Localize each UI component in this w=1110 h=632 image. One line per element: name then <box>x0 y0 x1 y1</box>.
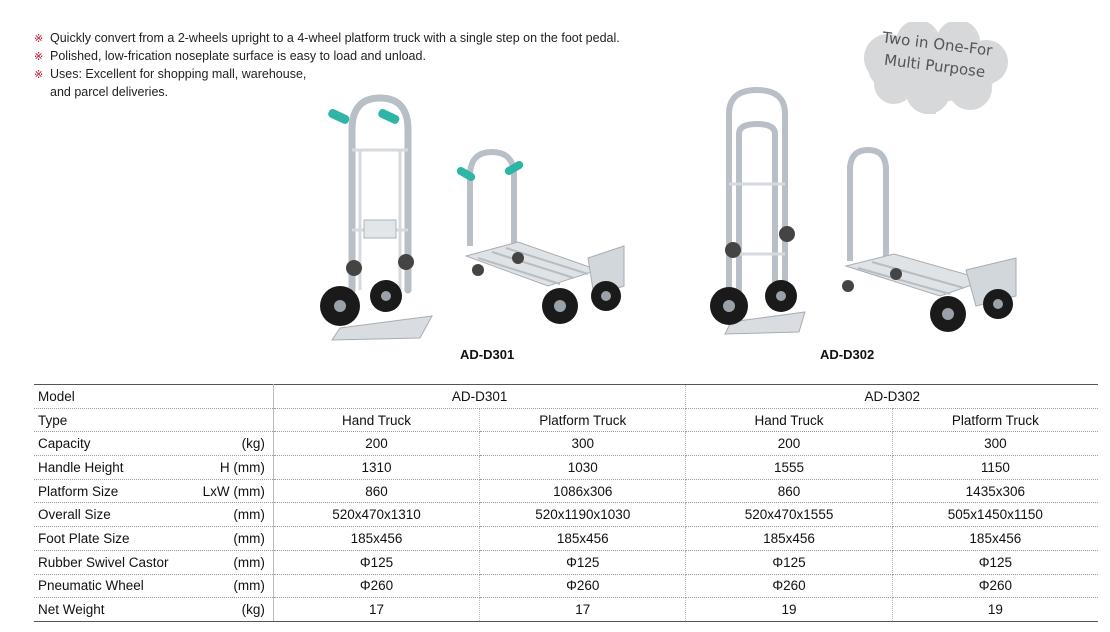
row-label: Platform Size LxW (mm) <box>34 479 273 503</box>
table-cell: Φ260 <box>273 574 479 598</box>
table-cell: 860 <box>686 479 892 503</box>
table-cell: 520x1190x1030 <box>480 503 686 527</box>
row-label: Foot Plate Size (mm) <box>34 527 273 551</box>
model-group-cell: AD-D302 <box>686 385 1098 409</box>
table-cell: 19 <box>686 598 892 622</box>
table-cell: Φ125 <box>480 550 686 574</box>
product-model-label: AD-D302 <box>820 347 875 362</box>
feature-text: Polished, low-frication noseplate surface is easy to load and unload. <box>50 49 426 63</box>
table-cell: 1555 <box>686 456 892 480</box>
table-cell: 300 <box>892 432 1098 456</box>
table-cell: 300 <box>480 432 686 456</box>
table-cell: 17 <box>273 598 479 622</box>
bullet-mark: ※ <box>34 69 44 81</box>
table-row <box>34 456 1098 480</box>
cloud-line-1: Two in One-For <box>881 28 994 60</box>
table-cell: Φ260 <box>480 574 686 598</box>
product-model-label: AD-D301 <box>460 347 515 362</box>
ad-d302-hand-truck-image <box>705 84 815 339</box>
table-cell: Φ125 <box>273 550 479 574</box>
table-cell: 1435x306 <box>892 479 1098 503</box>
table-cell: Platform Truck <box>892 408 1098 432</box>
table-row <box>34 503 1098 527</box>
ad-d301-hand-truck-image <box>310 90 440 345</box>
row-label: Rubber Swivel Castor (mm) <box>34 550 273 574</box>
table-cell: 1086x306 <box>480 479 686 503</box>
table-cell: 1150 <box>892 456 1098 480</box>
table-cell: 505x1450x1150 <box>892 503 1098 527</box>
table-cell: 1030 <box>480 456 686 480</box>
row-label: Pneumatic Wheel (mm) <box>34 574 273 598</box>
table-cell: Hand Truck <box>686 408 892 432</box>
table-cell: 200 <box>686 432 892 456</box>
row-label: Handle Height H (mm) <box>34 456 273 480</box>
bullet-mark: ※ <box>34 51 44 63</box>
table-row <box>34 598 1098 622</box>
table-cell: 520x470x1310 <box>273 503 479 527</box>
table-cell: 860 <box>273 479 479 503</box>
table-cell: Φ125 <box>892 550 1098 574</box>
model-header-cell: Model <box>34 385 273 409</box>
table-cell: 17 <box>480 598 686 622</box>
table-cell: 200 <box>273 432 479 456</box>
table-cell: 1310 <box>273 456 479 480</box>
table-cell: 520x470x1555 <box>686 503 892 527</box>
table-cell: 185x456 <box>480 527 686 551</box>
row-label: Net Weight (kg) <box>34 598 273 622</box>
row-label: Overall Size (mm) <box>34 503 273 527</box>
table-row <box>34 550 1098 574</box>
table-cell: 185x456 <box>892 527 1098 551</box>
table-row <box>34 527 1098 551</box>
table-cell: Hand Truck <box>273 408 479 432</box>
feature-text: Uses: Excellent for shopping mall, warehouse, <box>50 67 307 81</box>
ad-d302-platform-truck-image <box>836 146 1026 338</box>
row-label: Capacity (kg) <box>34 432 273 456</box>
feature-item <box>34 30 620 48</box>
table-header-row <box>34 385 1098 409</box>
feature-text: Quickly convert from a 2-wheels upright to a 4-wheel platform truck with a single step on the foot pedal. <box>50 31 620 45</box>
table-cell: 185x456 <box>273 527 479 551</box>
table-row <box>34 432 1098 456</box>
row-label: Type <box>34 408 273 432</box>
table-row <box>34 479 1098 503</box>
table-cell: Φ125 <box>686 550 892 574</box>
table-cell: 19 <box>892 598 1098 622</box>
spec-table <box>34 384 1098 622</box>
feature-item <box>34 48 620 66</box>
table-type-row <box>34 408 1098 432</box>
table-row <box>34 574 1098 598</box>
feature-item <box>34 66 620 84</box>
bullet-mark: ※ <box>34 33 44 45</box>
feature-continuation: and parcel deliveries. <box>50 85 169 99</box>
table-cell: Φ260 <box>892 574 1098 598</box>
table-cell: Platform Truck <box>480 408 686 432</box>
table-cell: Φ260 <box>686 574 892 598</box>
table-cell: 185x456 <box>686 527 892 551</box>
ad-d301-platform-truck-image <box>448 146 628 331</box>
model-group-cell: AD-D301 <box>273 385 686 409</box>
cloud-line-2: Multi Purpose <box>883 50 987 82</box>
